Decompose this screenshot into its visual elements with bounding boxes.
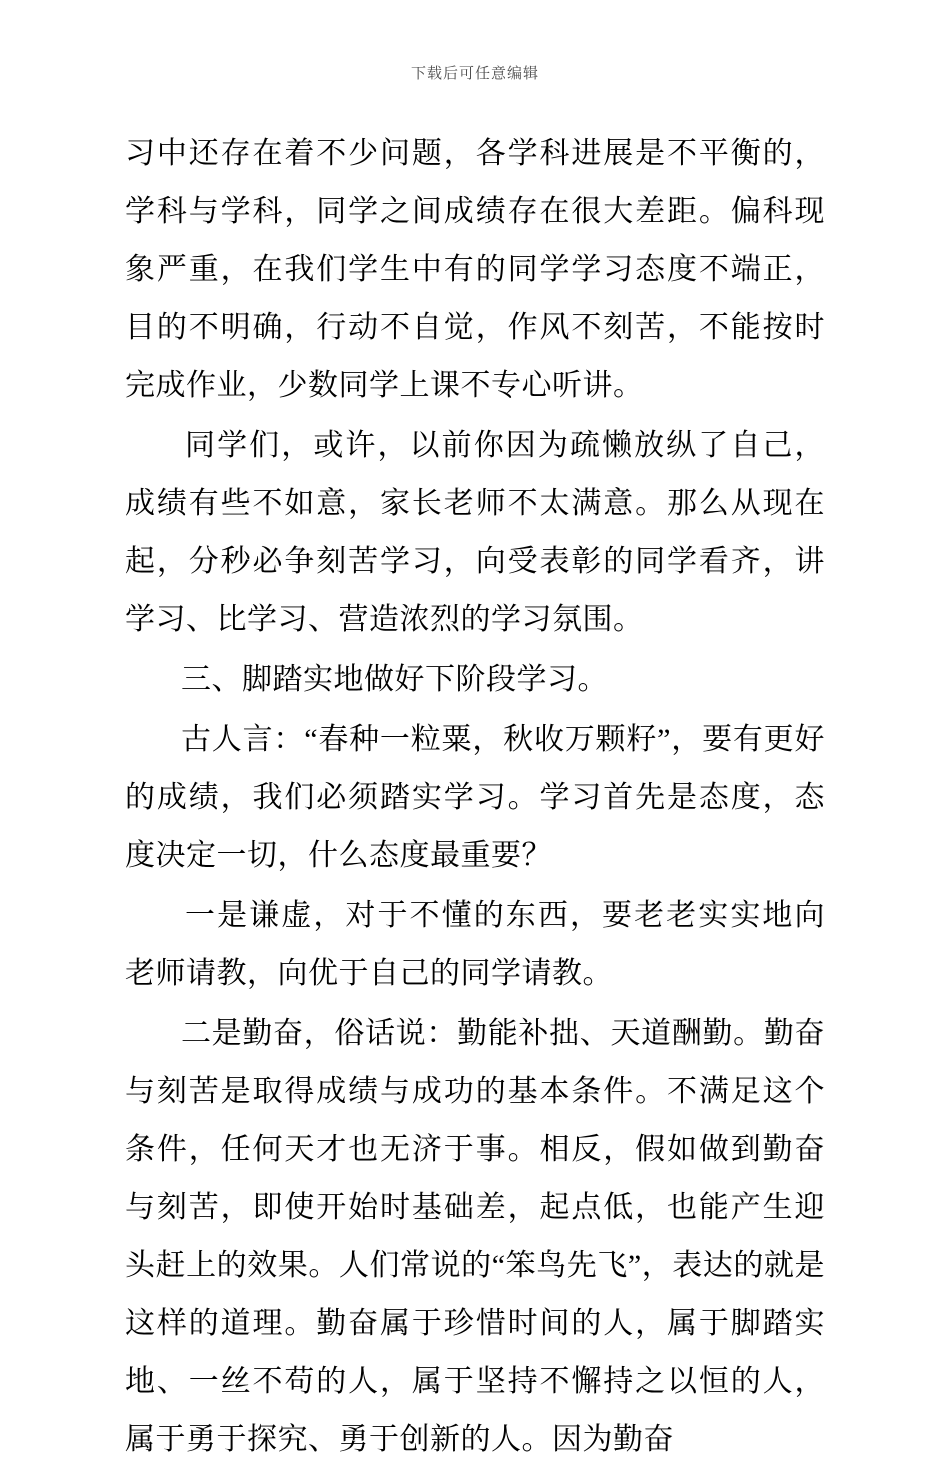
page-header-watermark: 下载后可任意编辑 [410, 66, 539, 82]
paragraph-heading-three: 三、脚踏实地做好下阶段学习。 [181, 663, 608, 696]
document-body [125, 83, 825, 1469]
paragraph: 二是勤奋，俗话说：勤能补拙、天道酬勤。勤奋与刻苦是取得成绩与成功的基本条件。不满足这个条件，任何天才也无济于事。相反，假如做到勤奋与刻苦，即使开始时基础差，起点低，也能产生迎头赶上的效果。人们常说的“笨鸟先飞”，表达的就是这样的道理。勤奋属于珍惜时间的人，属于脚踏实地、一丝不苟的人，属于坚持不懈持之以恒的人，属于勇于探究、勇于创新的人。因为勤奋 [125, 1017, 825, 1456]
paragraph: 古人言：“春种一粒粟，秋收万颗籽”，要有更好的成绩，我们必须踏实学习。学习首先是态度，态度决定一切，什么态度最重要？ [125, 723, 825, 872]
paragraph: 同学们，或许，以前你因为疏懒放纵了自己，成绩有些不如意，家长老师不太满意。那么从现在起，分秒必争刻苦学习，向受表彰的同学看齐，讲学习、比学习、营造浓烈的学习氛围。 [125, 429, 825, 636]
paragraph: 一是谦虚，对于不懂的东西，要老老实实地向老师请教，向优于自己的同学请教。 [125, 899, 825, 990]
paragraph: 习中还存在着不少问题，各学科进展是不平衡的，学科与学科，同学之间成绩存在很大差距。偏科现象严重，在我们学生中有的同学学习态度不端正，目的不明确，行动不自觉，作风不刻苦，不能按时完成作业，少数同学上课不专心听讲。 [125, 137, 825, 402]
